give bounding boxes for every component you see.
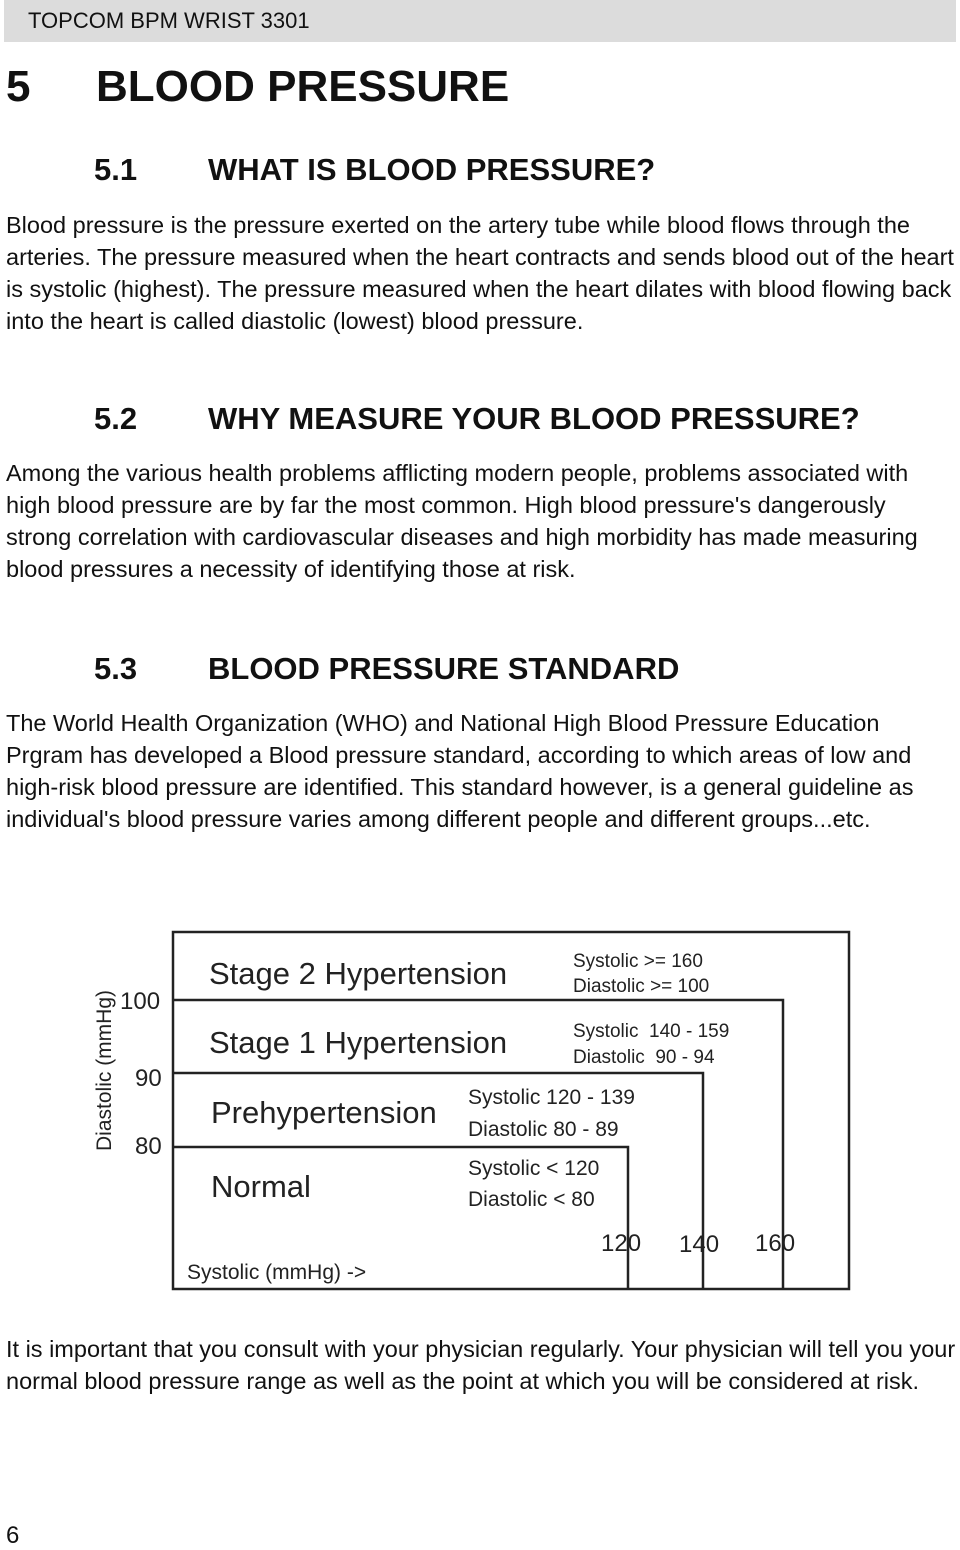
section-number: 5.3 — [94, 651, 138, 686]
chapter-title: BLOOD PRESSURE — [96, 62, 510, 111]
closing-paragraph: It is important that you consult with your physician regularly. Your physician will tell you your normal blood pressure range as well as the point at which you will be considered at risk. — [6, 1336, 956, 1394]
section-paragraph-5-2: Among the various health problems afflicting modern people, problems associated with high blood pressure are by far the most common. High blood pressure's dangerously strong correlation with cardiovascular diseases and high morbidity has made measuring blood pressures a necessity of identifying those at risk. — [6, 460, 918, 582]
normal-systolic: Systolic < 120 — [468, 1157, 600, 1180]
section-paragraph-5-3: The World Health Organization (WHO) and National High Blood Pressure Education Prgram has developed a Blood pressure standard, according to which areas of low and high-risk blood pressure are identified. This standard however, is a general guideline as individual's blood pressure varies among different people and different groups...etc. — [6, 710, 914, 832]
stage-2-systolic: Systolic >= 160 — [573, 951, 703, 972]
x-axis-label: Systolic (mmHg) -> — [187, 1261, 367, 1284]
section-heading-5-1 — [94, 152, 655, 188]
x-tick-120: 120 — [601, 1230, 642, 1257]
y-tick-100: 100 — [120, 988, 161, 1015]
section-number: 5.2 — [94, 401, 138, 436]
chapter-heading — [6, 62, 509, 112]
prehypertension-diastolic: Diastolic 80 - 89 — [468, 1118, 619, 1141]
prehypertension-systolic: Systolic 120 - 139 — [468, 1086, 635, 1109]
header-title: TOPCOM BPM WRIST 3301 — [28, 8, 310, 33]
section-heading-5-2 — [94, 401, 860, 437]
section-number: 5.1 — [94, 152, 138, 187]
normal-diastolic: Diastolic < 80 — [468, 1188, 595, 1211]
stage-1-systolic: Systolic 140 - 159 — [573, 1021, 730, 1042]
section-title: BLOOD PRESSURE STANDARD — [208, 651, 680, 686]
section-title: WHY MEASURE YOUR BLOOD PRESSURE? — [208, 401, 860, 436]
stage-name-normal: Normal — [211, 1169, 311, 1204]
stage-name-prehypertension: Prehypertension — [211, 1095, 437, 1130]
x-tick-140: 140 — [679, 1231, 720, 1258]
section-heading-5-3 — [94, 651, 679, 687]
chapter-number: 5 — [6, 62, 31, 111]
y-tick-80: 80 — [135, 1133, 162, 1160]
blood-pressure-chart — [60, 925, 880, 1295]
section-paragraph-5-1: Blood pressure is the pressure exerted on the artery tube while blood flows through the arteries. The pressure measured when the heart contracts and sends blood out of the heart is systolic (highest). The pressure measured when the heart dilates with blood flowing back into the heart is called diastolic (lowest) blood pressure. — [6, 212, 954, 334]
stage-name-stage-1: Stage 1 Hypertension — [209, 1025, 508, 1060]
y-tick-90: 90 — [135, 1065, 162, 1092]
section-title: WHAT IS BLOOD PRESSURE? — [208, 152, 656, 187]
stage-name-stage-2: Stage 2 Hypertension — [209, 956, 508, 991]
stage-2-diastolic: Diastolic >= 100 — [573, 976, 710, 997]
running-header — [4, 0, 956, 42]
y-axis-label: Diastolic (mmHg) — [93, 989, 116, 1151]
page-number: 6 — [6, 1522, 20, 1549]
x-tick-160: 160 — [755, 1230, 796, 1257]
stage-1-diastolic: Diastolic 90 - 94 — [573, 1047, 715, 1068]
